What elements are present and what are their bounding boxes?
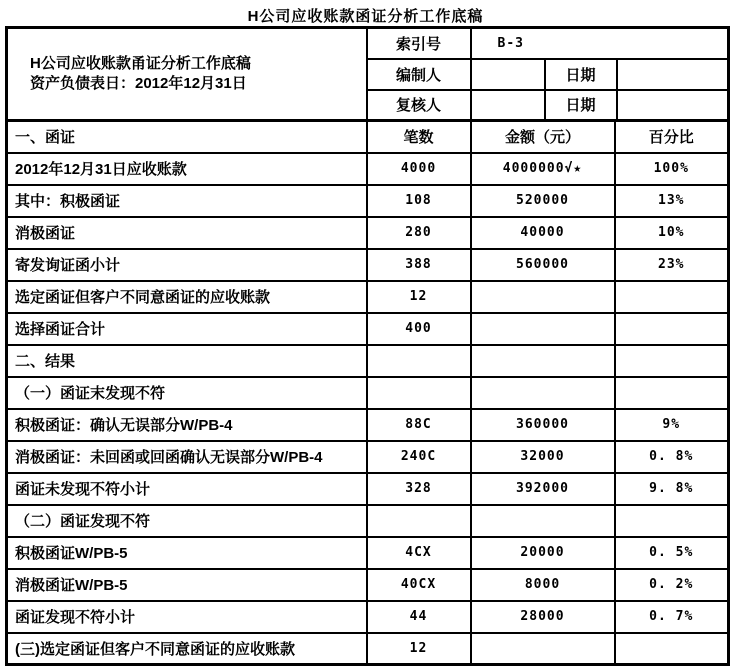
worksheet-info-line1: H公司应收账款甬证分析工作底稿 [30,55,251,72]
row-amount-cell: 560000 [471,249,615,281]
row-percent-cell: 10% [615,217,729,249]
table-row [7,409,729,441]
row-percent-cell: 9% [615,409,729,441]
row-percent-cell [615,281,729,313]
row-amount-cell: 28000 [471,601,615,633]
reviewer-label: 复核人 [367,90,471,121]
table-row [7,153,729,185]
row-percent-cell: 0. 7% [615,601,729,633]
table-row [7,569,729,601]
row-label: 积极函证：确认无误部分W/PB-4 [7,409,367,441]
row-label: 寄发询证函小计 [7,249,367,281]
row-label: 其中：积极函证 [7,185,367,217]
preparer-label: 编制人 [367,59,471,90]
column-header-row [7,121,729,153]
table-row [7,249,729,281]
row-count-cell: 4000 [367,153,471,185]
amount-column-header: 金额（元） [471,121,615,153]
row-amount-cell [471,377,615,409]
reviewer-value-cell [471,90,545,121]
confirmation-analysis-table [5,119,730,666]
table-row [7,505,729,537]
row-percent-cell [615,377,729,409]
row-percent-cell [615,505,729,537]
index-number-value: B-3 [471,28,729,59]
row-label: （二）函证发现不符 [7,505,367,537]
table-row [7,601,729,633]
row-label: (三)选定函证但客户不同意函证的应收账款 [7,633,367,665]
table-row [7,345,729,377]
table-row [7,473,729,505]
row-count-cell: 4CX [367,537,471,569]
row-count-cell: 240C [367,441,471,473]
row-percent-cell: 0. 2% [615,569,729,601]
row-label: 消极函证 [7,217,367,249]
row-label: 函证未发现不符小计 [7,473,367,505]
row-count-cell [367,505,471,537]
row-label: 2012年12月31日应收账款 [7,153,367,185]
row-amount-cell: 20000 [471,537,615,569]
reviewer-date-label: 日期 [545,90,617,121]
preparer-date-label: 日期 [545,59,617,90]
row-percent-cell [615,313,729,345]
table-row [7,377,729,409]
table-row [7,313,729,345]
row-count-cell: 108 [367,185,471,217]
row-label: 二、结果 [7,345,367,377]
row-percent-cell [615,345,729,377]
header-table [5,26,730,122]
row-amount-cell [471,345,615,377]
row-amount-cell [471,633,615,665]
row-label: 选定函证但客户不同意函证的应收账款 [7,281,367,313]
row-percent-cell: 100% [615,153,729,185]
table-row [7,633,729,665]
table-row [7,185,729,217]
table-row [7,441,729,473]
preparer-value-cell [471,59,545,90]
row-label: （一）函证末发现不符 [7,377,367,409]
index-number-label: 索引号 [367,28,471,59]
row-count-cell: 12 [367,633,471,665]
row-amount-cell [471,505,615,537]
row-amount-cell: 4000000√★ [471,153,615,185]
row-count-cell: 400 [367,313,471,345]
preparer-date-value-cell [617,59,729,90]
row-amount-cell [471,313,615,345]
row-amount-cell: 360000 [471,409,615,441]
row-amount-cell: 520000 [471,185,615,217]
row-label: 积极函证W/PB-5 [7,537,367,569]
row-count-cell: 328 [367,473,471,505]
row-amount-cell: 392000 [471,473,615,505]
header-row-index [7,28,729,59]
row-percent-cell: 0. 8% [615,441,729,473]
percent-column-header: 百分比 [615,121,729,153]
worksheet-info-line2: 资产负债表日：2012年12月31日 [30,75,247,92]
row-count-cell: 280 [367,217,471,249]
row-count-cell: 88C [367,409,471,441]
page-title: H公司应收账款函证分析工作底稿 [247,8,484,25]
row-count-cell: 40CX [367,569,471,601]
row-amount-cell: 32000 [471,441,615,473]
row-count-cell: 44 [367,601,471,633]
table-row [7,217,729,249]
row-count-cell: 388 [367,249,471,281]
row-count-cell [367,377,471,409]
row-count-cell [367,345,471,377]
section-one-label: 一、函证 [7,121,367,153]
row-label: 选择函证合计 [7,313,367,345]
row-percent-cell: 0. 5% [615,537,729,569]
row-label: 函证发现不符小计 [7,601,367,633]
row-count-cell: 12 [367,281,471,313]
table-row [7,281,729,313]
row-amount-cell [471,281,615,313]
row-label: 消极函证：未回函或回函确认无误部分W/PB-4 [7,441,367,473]
reviewer-date-value-cell [617,90,729,121]
row-percent-cell: 9. 8% [615,473,729,505]
count-column-header: 笔数 [367,121,471,153]
table-row [7,537,729,569]
row-percent-cell [615,633,729,665]
row-percent-cell: 23% [615,249,729,281]
worksheet-info-cell [7,28,367,121]
row-label: 消极函证W/PB-5 [7,569,367,601]
row-amount-cell: 8000 [471,569,615,601]
row-amount-cell: 40000 [471,217,615,249]
row-percent-cell: 13% [615,185,729,217]
